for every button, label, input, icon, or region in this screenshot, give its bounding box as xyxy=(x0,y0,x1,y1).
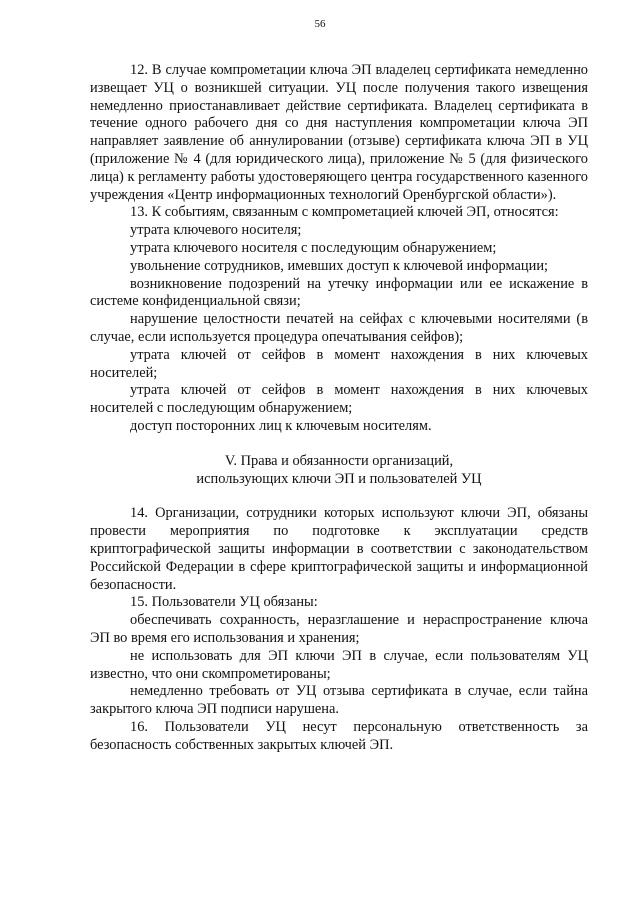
section-heading-line-2: использующих ключи ЭП и пользователей УЦ xyxy=(196,470,482,487)
paragraph-16: 16. Пользователи УЦ несут персональную ответственность за безопасность собственных закрытых ключей ЭП. xyxy=(90,718,588,753)
list-item: утрата ключевого носителя с последующим обнаружением; xyxy=(130,239,497,256)
paragraph-13: 13. К событиям, связанным с компрометацией ключей ЭП, относятся: xyxy=(130,204,559,221)
list-item: доступ посторонних лиц к ключевым носителям. xyxy=(130,417,432,434)
document-body xyxy=(90,62,588,754)
list-item: увольнение сотрудников, имевших доступ к ключевой информации; xyxy=(130,257,549,274)
list-item: утрата ключей от сейфов в момент нахождения в них ключевых носителей с последующим обнаружением; xyxy=(90,382,588,417)
list-item: возникновение подозрений на утечку информации или ее искажение в системе конфиденциальной связи; xyxy=(90,275,588,310)
list-item: немедленно требовать от УЦ отзыва сертификата в случае, если тайна закрытого ключа ЭП подписи нарушена. xyxy=(90,683,588,718)
list-item: не использовать для ЭП ключи ЭП в случае, если пользователям УЦ известно, что они скомпрометированы; xyxy=(90,647,588,682)
paragraph-14: 14. Организации, сотрудники которых используют ключи ЭП, обязаны провести мероприятия по подготовке к эксплуатации средств криптографической защиты информации в соответствии с законодательством Российской Федерации в сфере криптографической защиты и информационной безопасности. xyxy=(90,505,588,593)
section-heading-line-1: V. Права и обязанности организаций, xyxy=(224,452,454,469)
paragraph-12: 12. В случае компрометации ключа ЭП владелец сертификата немедленно извещает УЦ о возникшей ситуации. УЦ после получения такого извещения немедленно приостанавливает действие сертификата. Владелец сертификата в течение одного рабочего дня со дня наступления компрометации ключа ЭП направляет заявление об аннулировании (отзыве) сертификата ключа ЭП в УЦ (приложение № 4 (для юридического лица), приложение № 5 (для физического лица) к регламенту работы удостоверяющего центра государственного казенного учреждения «Центр информационных технологий Оренбургской области»). xyxy=(90,62,588,203)
list-item: утрата ключей от сейфов в момент нахождения в них ключевых носителей; xyxy=(90,346,588,381)
paragraph-15: 15. Пользователи УЦ обязаны: xyxy=(130,594,318,611)
section-heading xyxy=(90,453,588,489)
list-item: обеспечивать сохранность, неразглашение и нераспространение ключа ЭП во время его использования и хранения; xyxy=(90,612,588,646)
page-number: 56 xyxy=(314,18,326,30)
list-item: утрата ключевого носителя; xyxy=(130,222,302,239)
list-item: нарушение целостности печатей на сейфах с ключевыми носителями (в случае, если используется процедура опечатывания сейфов); xyxy=(90,311,588,345)
